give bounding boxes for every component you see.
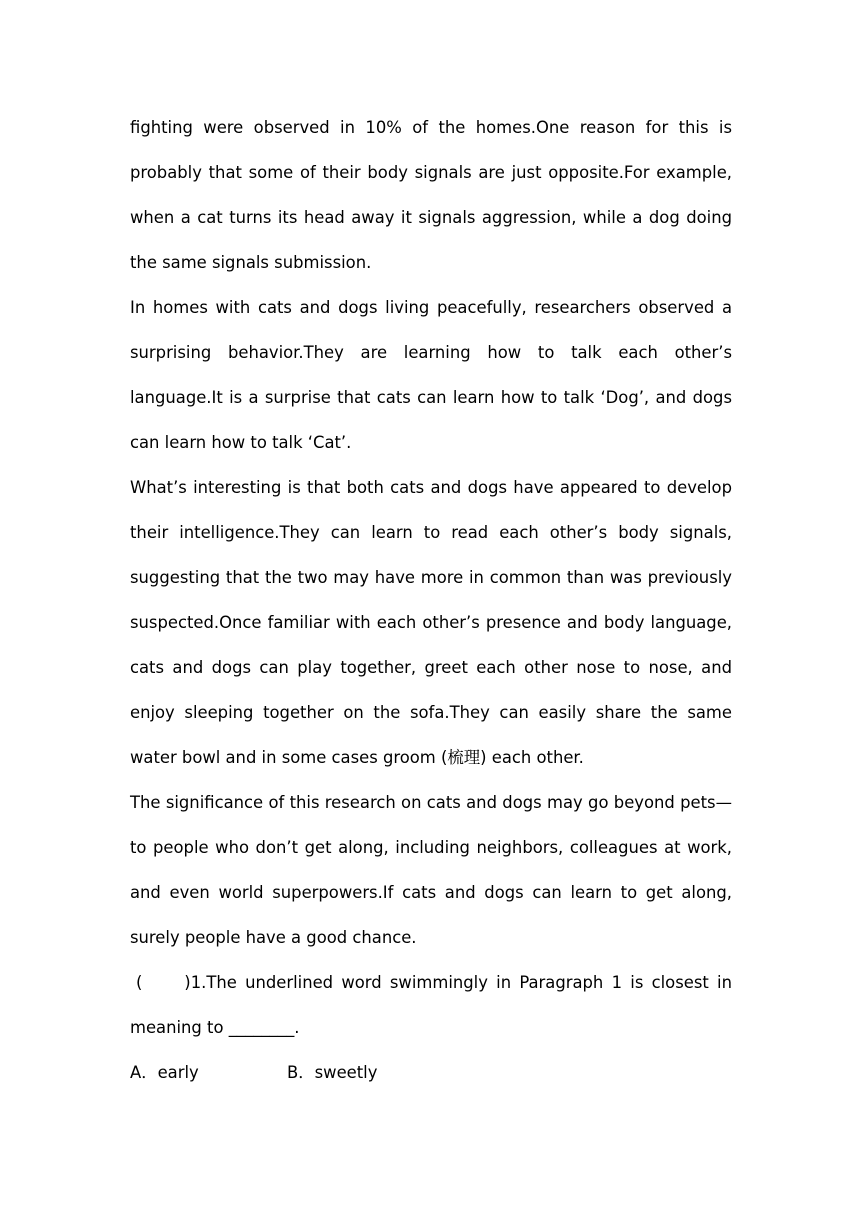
option-b: B．sweetly [287,1063,378,1082]
paragraph-4: The significance of this research on cats and dogs may go beyond pets—to people who don’t get along, including neighbors, colleagues at work, and even world superpowers.If cats and dogs can learn to get along, surely people have a good chance. [130,793,732,947]
paragraph-3: What’s interesting is that both cats and dogs have appeared to develop their intelligence.They can learn to read each other’s body signals, suggesting that the two may have more in common than was previously suspected.Once familiar with each other’s presence and body language, cats and dogs can play together, greet each other nose to nose, and enjoy sleeping together on the sofa.They can easily share the same water bowl and in some cases groom (梳理) each other. [130,478,732,767]
document-page [130,105,732,1095]
answer-options [130,1050,732,1095]
question-1 [130,960,732,1050]
option-a: A．early [130,1063,199,1082]
paragraph-2: In homes with cats and dogs living peacefully, researchers observed a surprising behavior.They are learning how to talk each other’s language.It is a surprise that cats can learn how to talk ‘Dog’, and dogs can learn how to talk ‘Cat’. [130,298,732,452]
paragraph-1: fighting were observed in 10% of the homes.One reason for this is probably that some of their body signals are just opposite.For example, when a cat turns its head away it signals aggression, while a dog doing the same signals submission. [130,118,732,272]
question-text: 1.The underlined word swimmingly in Paragraph 1 is closest in meaning to ________. [130,973,732,1037]
answer-bracket: ( ) [136,973,191,992]
